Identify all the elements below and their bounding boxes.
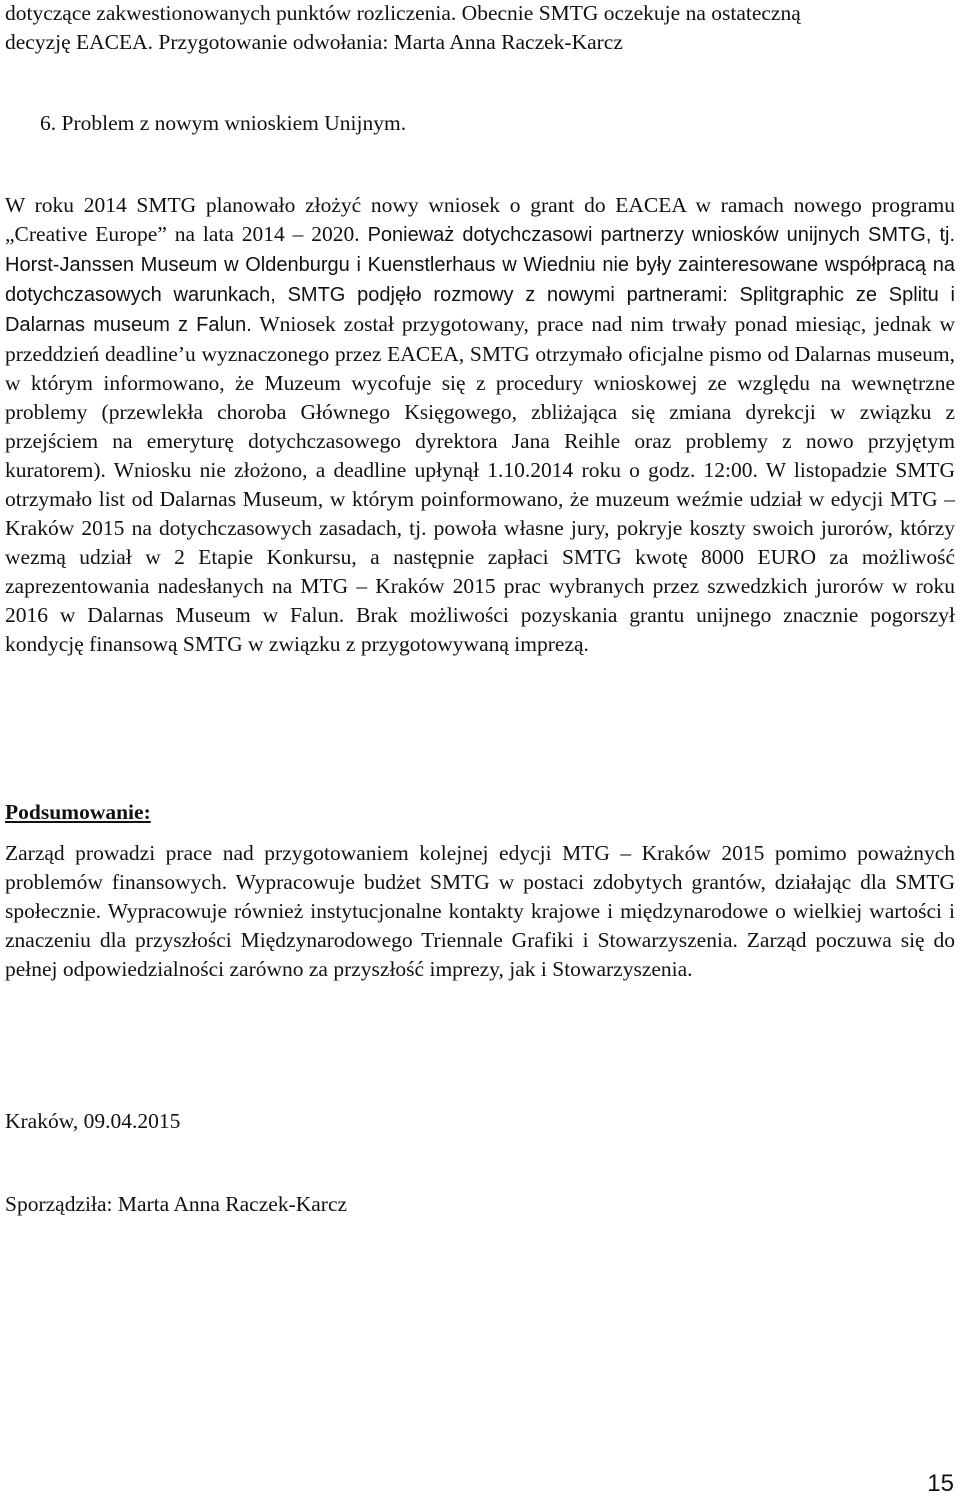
- page-number: 15: [927, 1470, 954, 1497]
- intro-line-1: dotyczące zakwestionowanych punktów rozliczenia. Obecnie SMTG oczekuje na ostateczną: [5, 1, 801, 25]
- section-6-text-serif: W roku 2014 SMTG planowało złożyć nowy wniosek o grant do EACEA w ramach nowego programu „Creative Europe” na lata 2014 – 2020.: [5, 193, 955, 246]
- section-6-heading: 6. Problem z nowym wnioskiem Unijnym.: [40, 111, 407, 135]
- intro-line-2: decyzję EACEA. Przygotowanie odwołania: Marta Anna Raczek-Karcz: [5, 30, 623, 54]
- section-6-text-serif-2: Wniosek został przygotowany, prace nad nim trwały ponad miesiąc, jednak w przeddzień deadline’u wyznaczonego przez EACEA, SMTG otrzymało oficjalne pismo od Dalarnas museum, w którym informowano, że Muzeum wycofuje się z procedury wnioskowej ze względu na wewnętrzne problemy (przewlekła choroba Głównego Księgowego, zbliżająca się zmiana dyrekcji w związku z przejściem na emeryturę dotychczasowego dyrektora Jana Reihle oraz problemy z nowo przyjętym kuratorem). Wniosku nie złożono, a deadline upłynął 1.10.2014 roku o godz. 12:00. W listopadzie SMTG otrzymało list od Dalarnas Museum, w którym poinformowano, że muzeum weźmie udział w edycji MTG – Kraków 2015 na dotychczasowych zasadach, tj. powoła własne jury, pokryje koszty swoich jurorów, którzy wezmą udział w 2 Etapie Konkursu, a następnie zapłaci SMTG kwotę 8000 EURO za możliwość zaprezentowania nadesłanych na MTG – Kraków 2015 prac wybranych przez szwedzkich jurorów w roku 2016 w Dalarnas Museum w Falun. Brak możliwości pozyskania grantu unijnego znacznie pogorszył kondycję finansową SMTG w związku z przygotowywaną imprezą.: [5, 312, 956, 656]
- place-date: Kraków, 09.04.2015: [5, 1109, 181, 1133]
- section-6-paragraph: [5, 191, 955, 659]
- prepared-by: Sporządziła: Marta Anna Raczek-Karcz: [5, 1192, 348, 1216]
- section-6-text-sans: Ponieważ dotychczasowi partnerzy wniosków unijnych SMTG, tj. Horst-Janssen Museum w Oldenburgu i Kuenstlerhaus w Wiedniu nie były zainteresowane współpracą na dotychczasowych warunkach, SMTG podjęło rozmowy z nowymi partnerami: Splitgraphic ze Splitu i Dalarnas museum z Falun.: [5, 224, 955, 336]
- summary-paragraph: Zarząd prowadzi prace nad przygotowaniem kolejnej edycji MTG – Kraków 2015 pomimo poważnych problemów finansowych. Wypracowuje budżet SMTG w postaci zdobytych grantów, działając dla SMTG społecznie. Wypracowuje również instytucjonalne kontakty krajowe i międzynarodowe o wielkiej wartości i znaczeniu dla przyszłości Międzynarodowego Triennale Grafiki i Stowarzyszenia. Zarząd poczuwa się do pełnej odpowiedzialności zarówno za przyszłość imprezy, jak i Stowarzyszenia.: [5, 841, 955, 981]
- summary-heading: Podsumowanie:: [5, 800, 151, 824]
